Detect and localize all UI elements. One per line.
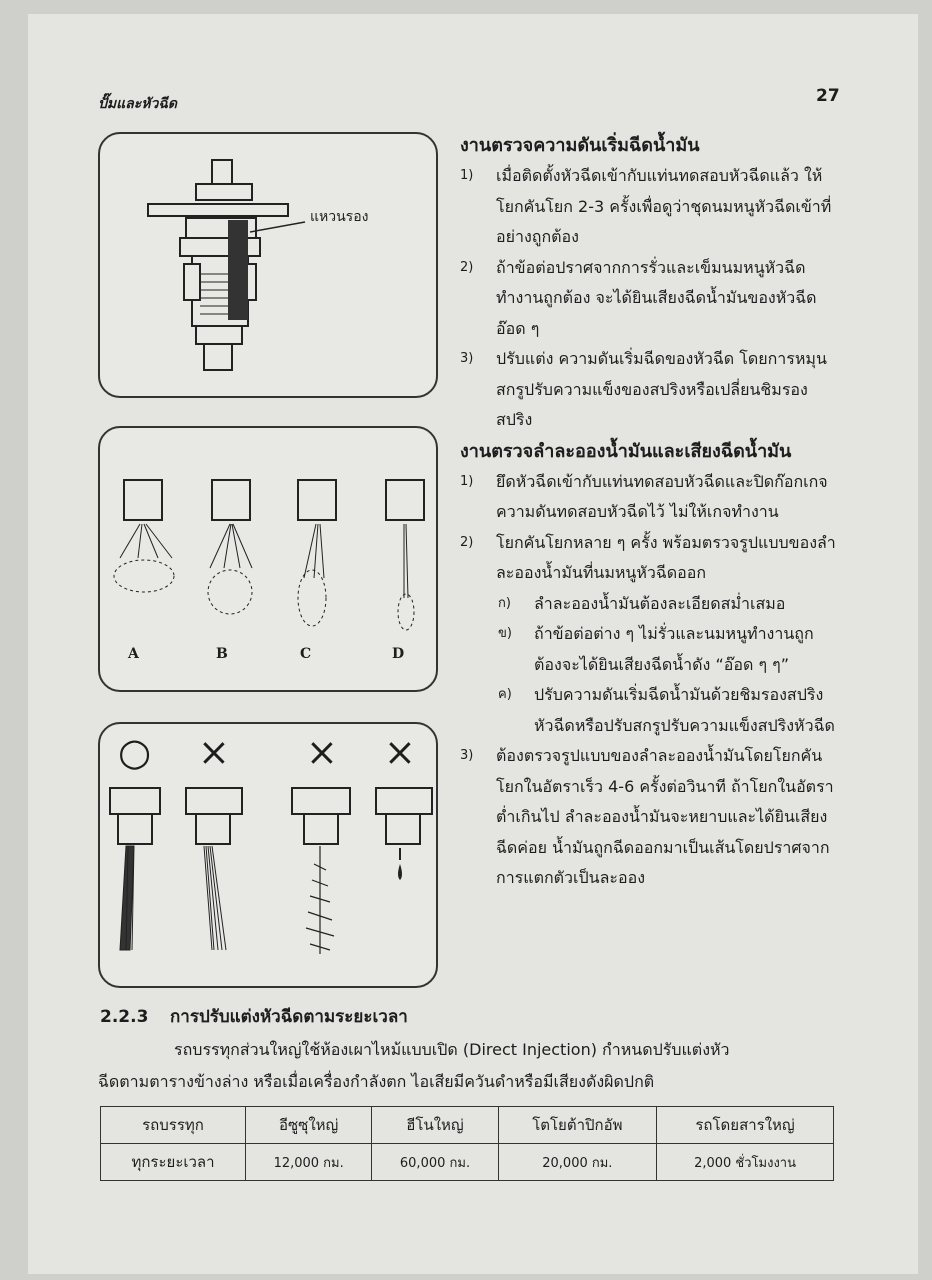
paragraph-line-1: รถบรรทุกส่วนใหญ่ใช้ห้องเผาไหม้แบบเปิด (Direct Injection) กำหนดปรับแต่งหัว (174, 1040, 730, 1059)
spray-check-figure (98, 722, 438, 988)
injector-cutaway-figure (98, 132, 438, 398)
mark-wrong-c: × (306, 730, 338, 774)
spray-label-b: B (216, 646, 228, 662)
spray-subitem-b: ข) ถ้าข้อต่อต่าง ๆ ไม่รั่วและนมหนูทำงานถูกต้องจะได้ยินเสียงฉีดน้ำดัง “อ๊อด ๆ ๆ” (498, 624, 814, 674)
table-row (101, 1144, 834, 1181)
table-cell: 20,000 กม. (498, 1144, 656, 1181)
section-number: 2.2.3 (100, 1007, 149, 1027)
chapter-title: ปั๊มและหัวฉีด (98, 96, 177, 112)
mark-correct: ○ (118, 730, 152, 774)
table-cell: 12,000 กม. (246, 1144, 372, 1181)
table-header: อีซูซุใหญ่ (246, 1107, 372, 1144)
pressure-item-2: 2) ถ้าข้อต่อปราศจากการรั่วและเข็มนมหนูหัวฉีดทำงานถูกต้อง จะได้ยินเสียงฉีดน้ำมันของหัวฉีดอ๊อด ๆ (460, 257, 817, 338)
paragraph-line-2: ฉีดตามตารางข้างล่าง หรือเมื่อเครื่องกำลังตก ไอเสียมีควันดำหรือมีเสียงดังผิดปกติ (98, 1072, 655, 1091)
table-header: รถบรรทุก (101, 1107, 246, 1144)
spray-subitem-c: ค) ปรับความดันเริ่มฉีดน้ำมันด้วยชิมรองสปริงหัวฉีดหรือปรับสกรูปรับความแข็งสปริงหัวฉีด (498, 685, 835, 735)
spray-item-1: 1) ยึดหัวฉีดเข้ากับแท่นทดสอบหัวฉีดและปิดก๊อกเกจความดันทดสอบหัวฉีดไว้ ไม่ให้เกจทำงาน (460, 471, 828, 521)
spray-heading: งานตรวจลำละอองน้ำมันและเสียงฉีดน้ำมัน (460, 440, 792, 462)
section-223-heading (100, 1003, 408, 1030)
table-header-row (101, 1107, 834, 1144)
spray-label-a: A (128, 646, 139, 662)
table-cell: 2,000 ชั่วโมงงาน (657, 1144, 834, 1181)
section-223-paragraph (98, 1034, 838, 1098)
spray-label-c: C (300, 646, 312, 662)
table-cell: ทุกระยะเวลา (101, 1144, 246, 1181)
right-column (460, 130, 838, 894)
mark-wrong-b: × (198, 730, 230, 774)
table-header: รถโดยสารใหญ่ (657, 1107, 834, 1144)
table-header: โตโยต้าปิกอัพ (498, 1107, 656, 1144)
spray-label-d: D (392, 646, 405, 662)
spray-item-2: 2) โยกคันโยกหลาย ๆ ครั้ง พร้อมตรวจรูปแบบของลำละอองน้ำมันที่นมหนูหัวฉีดออก (460, 532, 836, 582)
spray-pattern-figure (98, 426, 438, 692)
spray-subitem-a: ก) ลำละอองน้ำมันต้องละเอียดสม่ำเสมอ (498, 593, 786, 613)
washer-label: แหวนรอง (310, 209, 369, 225)
pressure-item-1: 1) เมื่อติดตั้งหัวฉีดเข้ากับแท่นทดสอบหัวฉีดแล้ว ให้โยกคันโยก 2-3 ครั้งเพื่อดูว่าชุดนมหนูหัวฉีดเข้าที่อย่างถูกต้อง (460, 166, 832, 246)
table-header: ฮีโนใหญ่ (372, 1107, 498, 1144)
spray-pattern-drawing (100, 428, 436, 690)
pressure-heading: งานตรวจความดันเริ่มฉีดน้ำมัน (460, 135, 700, 156)
table-cell: 60,000 กม. (372, 1144, 498, 1181)
section-title: การปรับแต่งหัวฉีดตามระยะเวลา (170, 1007, 408, 1027)
adjustment-interval-table (100, 1106, 834, 1181)
pressure-item-3: 3) ปรับแต่ง ความดันเริ่มฉีดของหัวฉีด โดยการหมุนสกรูปรับความแข็งของสปริงหรือเปลี่ยนชิมรองสปริง (460, 349, 827, 429)
spray-item-3: 3) ต้องตรวจรูปแบบของลำละอองน้ำมันโดยโยกคันโยกในอัตราเร็ว 4-6 ครั้งต่อวินาที ถ้าโยกในอัตราต่ำเกินไป ลำละอองน้ำมันจะหยาบและได้ยินเสียงฉีดค่อย น้ำมันถูกฉีดออกมาเป็นเส้นโดยปราศจากการแตกตัวเป็นละออง (460, 746, 834, 887)
injector-cutaway-drawing (100, 134, 436, 396)
mark-wrong-d: × (384, 730, 416, 774)
page-number: 27 (816, 86, 840, 106)
